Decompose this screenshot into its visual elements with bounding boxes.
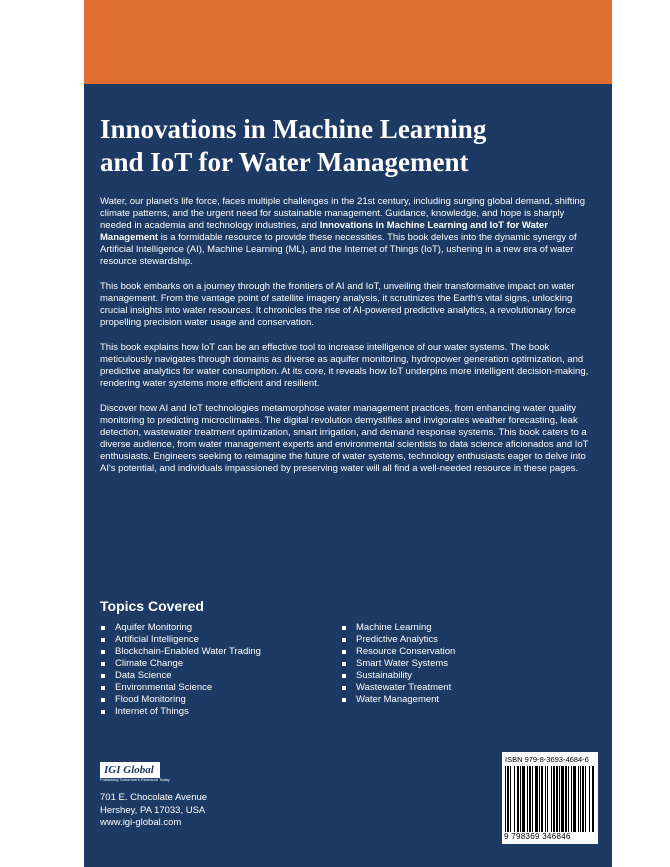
barcode-bar	[565, 766, 567, 832]
address-line: Hershey, PA 17033, USA	[100, 804, 206, 816]
title-line-1: Innovations in Machine Learning	[100, 114, 487, 144]
topic-item: Wastewater Treatment	[341, 682, 455, 694]
barcode-bar	[514, 766, 515, 832]
barcode-bar	[559, 766, 560, 832]
barcode-bar	[529, 766, 531, 832]
topic-item: Artificial Intelligence	[100, 634, 261, 646]
barcode-bar	[507, 766, 509, 832]
description	[100, 196, 597, 488]
topics-heading: Topics Covered	[100, 598, 204, 614]
barcode-bar	[571, 766, 572, 832]
topic-item: Internet of Things	[100, 706, 261, 718]
barcode-bar	[535, 766, 538, 832]
barcode-bar	[545, 766, 546, 832]
topic-item: Water Management	[341, 694, 455, 706]
isbn-label: ISBN 979-8-3693-4684-6	[505, 755, 589, 764]
barcode-bars	[505, 766, 595, 832]
paragraph-1-pre: Water, our planet's life force, faces multiple challenges in the 21st century, including surging global demand, shifting climate patterns, and the urgent need for sustainable management. Guidance, knowledge, and hope is sharply needed in academia and technology industries, and	[100, 196, 586, 231]
paragraph-2: This book embarks on a journey through the frontiers of AI and IoT, unveiling their transformative impact on water management. From the vantage point of satellite imagery analysis, it scrutinizes the Earth's vital signs, unlocking crucial insights into water resources. It chronicles the rise of AI-powered predictive analytics, a revolutionary force propelling precision water usage and conservation.	[100, 281, 576, 328]
barcode-bar	[541, 766, 543, 832]
barcode-bar	[568, 766, 569, 832]
barcode-bar	[556, 766, 558, 832]
barcode-bar	[592, 766, 594, 832]
paragraph-1-bold-title: Innovations in Machine Learning and IoT for Water Management	[100, 220, 548, 243]
barcode-bar	[580, 766, 581, 832]
barcode-bar	[532, 766, 533, 832]
barcode-bar	[517, 766, 519, 832]
publisher-address	[100, 792, 207, 830]
barcode-bar	[527, 766, 528, 832]
barcode-bar	[582, 766, 584, 832]
website-link[interactable]: www.igi-global.com	[100, 817, 182, 828]
barcode-bar	[573, 766, 576, 832]
barcode-bar	[551, 766, 552, 832]
paragraph-4: Discover how AI and IoT technologies metamorphose water management practices, from enhancing water quality monitoring to predicting microclimates. The digital revolution demystifies and invigorates weather forecasting, leak detection, wastewater treatment optimization, smart irrigation, and demand response systems. This book caters to a diverse audience, from water management experts and environmental scientists to data science aficionados and IoT enthusiasts. Engineers seeking to reimagine the future of water systems, technology enthusiasts eager to delve into AI's potential, and individuals impassioned by preserving water will all find a well-needed resource in these pages.	[100, 403, 589, 474]
barcode-bar	[561, 766, 564, 832]
orange-header-block	[84, 0, 612, 84]
topics-list-left	[100, 622, 261, 718]
logo-text: IGI Global	[104, 764, 154, 776]
barcode-bar	[505, 766, 506, 832]
barcode-bar	[539, 766, 540, 832]
barcode-bar	[578, 766, 579, 832]
topic-item: Blockchain-Enabled Water Trading	[100, 646, 261, 658]
publisher-logo	[100, 762, 174, 784]
isbn-barcode	[502, 752, 598, 844]
address-line: 701 E. Chocolate Avenue	[100, 792, 208, 803]
topic-item: Environmental Science	[100, 682, 261, 694]
barcode-bar	[553, 766, 555, 832]
paragraph-1	[100, 196, 597, 268]
barcode-bar	[522, 766, 525, 832]
barcode-bar	[510, 766, 511, 832]
topic-item: Aquifer Monitoring	[100, 622, 261, 634]
logo-tagline: Publishing Tomorrow's Research Today	[100, 777, 170, 782]
right-margin	[612, 84, 670, 867]
paragraph-1-post: is a formidable resource to provide these necessities. This book delves into the dynamic synergy of Artificial Intelligence (AI), Machine Learning (ML), and the Internet of Things (IoT), ushering in a new era of water resource stewardship.	[100, 232, 577, 267]
title-line-2: and IoT for Water Management	[100, 147, 469, 177]
topic-item: Machine Learning	[341, 622, 455, 634]
topics-list-right	[341, 622, 455, 706]
topic-item: Data Science	[100, 670, 261, 682]
paragraph-3: This book explains how IoT can be an effective tool to increase intelligence of our water systems. The book meticulously navigates through domains as diverse as aquifer monitoring, hydropower generation optimization, and predictive analytics for water consumption. At its core, it reveals how IoT underpins more intelligent decision-making, rendering water systems more efficient and resilient.	[100, 342, 589, 389]
logo-box	[100, 762, 160, 778]
barcode-bar	[547, 766, 548, 832]
book-title	[100, 113, 600, 179]
topic-item: Sustainability	[341, 670, 455, 682]
barcode-number: 9 798369 346846	[504, 832, 571, 841]
topic-item: Smart Water Systems	[341, 658, 455, 670]
topic-item: Flood Monitoring	[100, 694, 261, 706]
topic-item: Predictive Analytics	[341, 634, 455, 646]
left-margin	[0, 84, 84, 867]
barcode-bar	[520, 766, 521, 832]
barcode-bar	[589, 766, 590, 832]
barcode-bar	[585, 766, 586, 832]
topic-item: Resource Conservation	[341, 646, 455, 658]
topic-item: Climate Change	[100, 658, 261, 670]
